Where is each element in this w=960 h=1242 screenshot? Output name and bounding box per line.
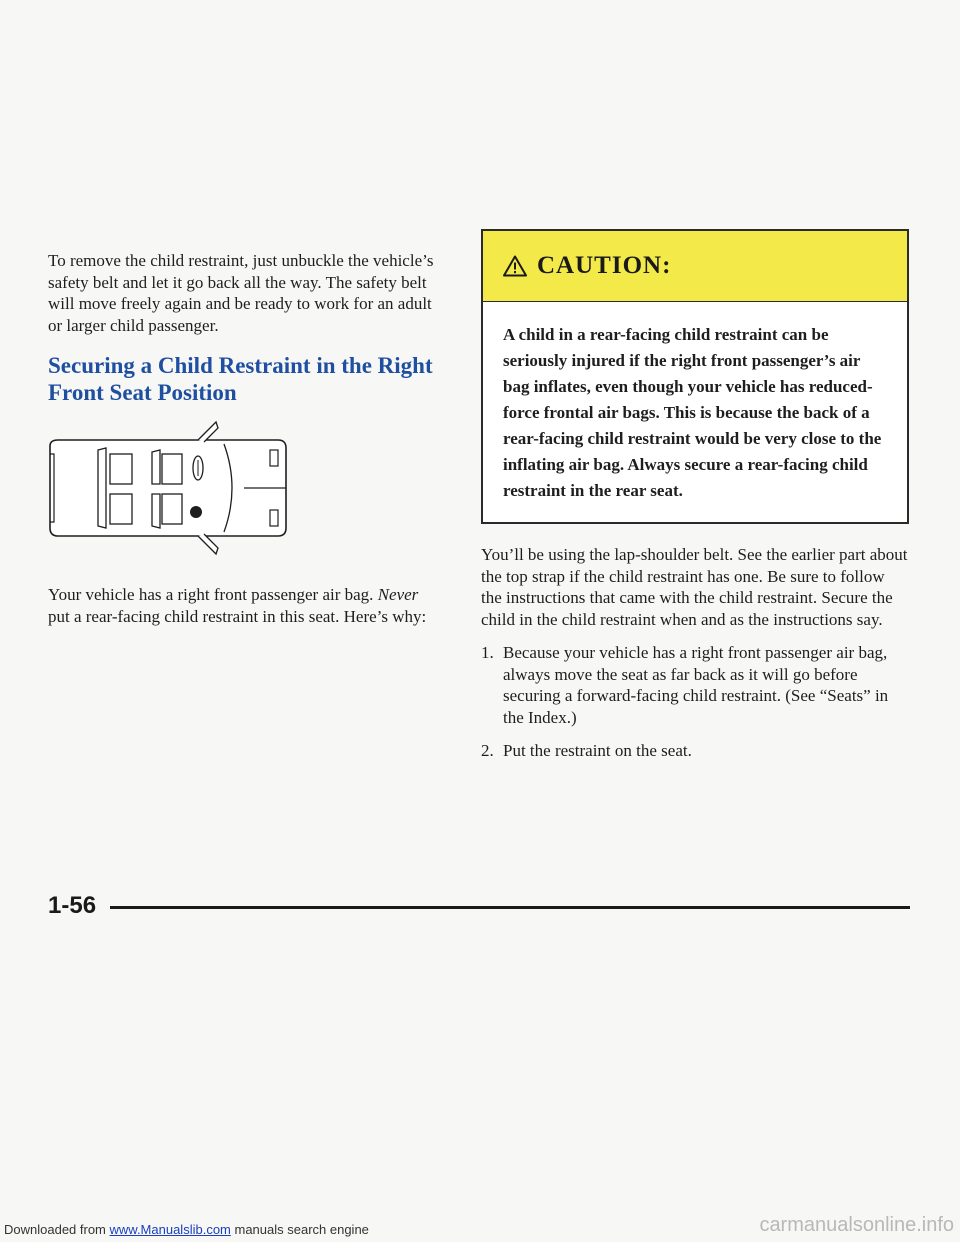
step-number: 1.	[481, 643, 494, 662]
mirror-bottom	[270, 510, 278, 526]
air-bag-text-end: put a rear-facing child restraint in this seat. Here’s why:	[48, 606, 427, 626]
front-door-open-bottom	[198, 534, 218, 554]
rear-seat-cushion-top	[110, 454, 132, 484]
air-bag-paragraph	[48, 584, 444, 627]
manualslib-link[interactable]: www.Manualslib.com	[109, 1222, 231, 1237]
list-item	[481, 642, 909, 728]
front-seat-left	[152, 450, 160, 484]
air-bag-text-start: Your vehicle has a right front passenger air bag.	[48, 585, 378, 604]
mirror-top	[270, 450, 278, 466]
download-note	[4, 1222, 369, 1237]
front-door-open-top	[198, 422, 218, 442]
caution-box	[481, 229, 909, 524]
intro-paragraph: To remove the child restraint, just unbuckle the vehicle’s safety belt and let it go back all the way. The safety belt will move freely again and be ready to work for an adult or larger child passenger.	[48, 251, 434, 335]
section-heading: Securing a Child Restraint in the Right Front Seat Position	[48, 353, 433, 405]
vehicle-seating-diagram	[48, 418, 298, 558]
download-prefix: Downloaded from	[4, 1222, 110, 1237]
front-seat-cushion-right	[162, 494, 182, 524]
caution-body: A child in a rear-facing child restraint can be seriously injured if the right front passenger’s air bag inflates, even though your vehicle has reduced-force frontal air bags. This is because the back of a rear-facing child restraint would be very close to the inflating air bag. Always secure a rear-facing child restraint in the rear seat.	[503, 325, 882, 500]
front-seat-right	[152, 494, 160, 528]
step-text: Put the restraint on the seat.	[503, 741, 692, 760]
lap-shoulder-belt-paragraph: You’ll be using the lap-shoulder belt. See the earlier part about the top strap if the child restraint has one. Be sure to follow the instructions that came with the child restraint. Secure the child in the child restraint when and as the instructions say.	[481, 545, 908, 629]
step-number: 2.	[481, 741, 494, 760]
rear-seat-cushion-bottom	[110, 494, 132, 524]
never-emphasis: Never	[377, 585, 419, 604]
left-column	[48, 250, 444, 627]
caution-title: CAUTION:	[537, 252, 672, 279]
front-seat-cushion-left	[162, 454, 182, 484]
download-suffix: manuals search engine	[230, 1222, 369, 1237]
list-item	[481, 740, 909, 762]
watermark: carmanualsonline.info	[759, 1214, 954, 1236]
footer-rule	[110, 906, 910, 909]
installation-steps	[481, 642, 909, 762]
warning-triangle-icon	[503, 255, 527, 277]
right-column	[481, 229, 909, 774]
page-number: 1-56	[48, 892, 97, 919]
air-bag-location-dot	[190, 506, 202, 518]
step-text: Because your vehicle has a right front passenger air bag, always move the seat as far back as it will go before securing a forward-facing child restraint. (See “Seats” in the Index.)	[503, 643, 889, 727]
rear-seat	[98, 448, 106, 528]
caution-header	[483, 231, 907, 302]
